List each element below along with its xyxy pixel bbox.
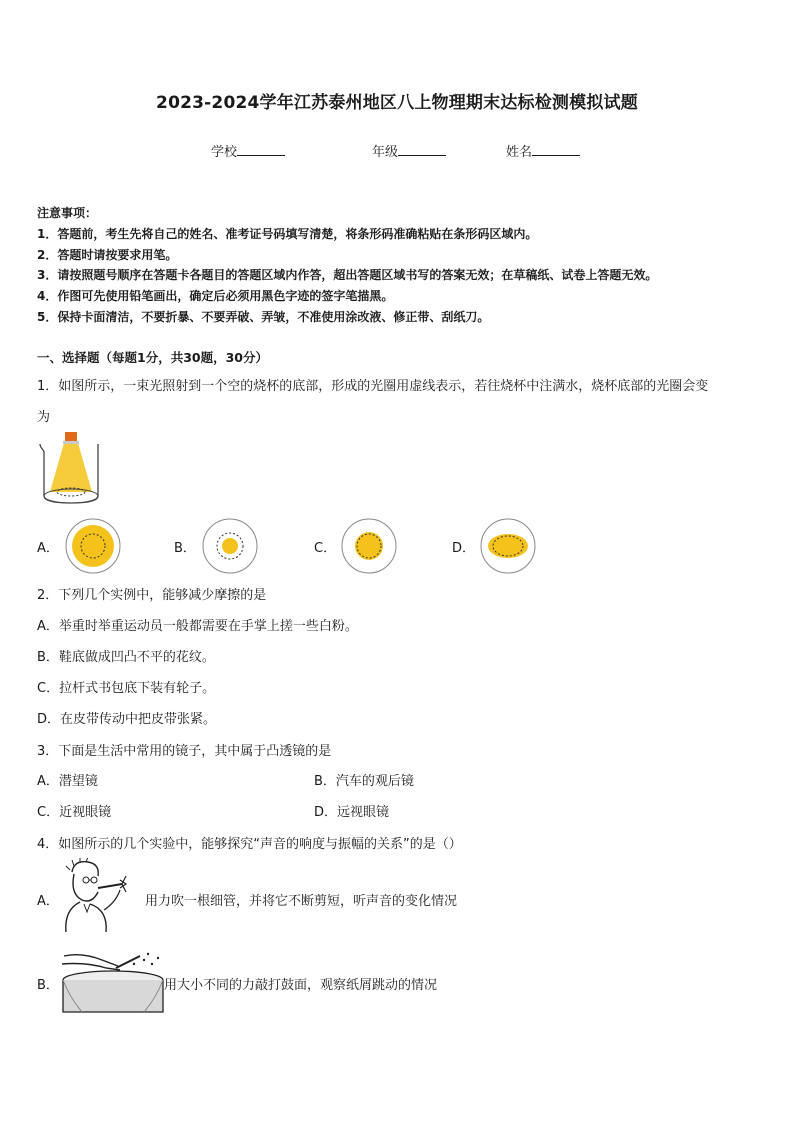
q4-option-a-text[interactable]: 用力吹一根细管，并将它不断剪短，听声音的变化情况 (145, 894, 458, 909)
page-title: 2023-2024学年江苏泰州地区八上物理期末达标检测模拟试题 (156, 93, 638, 113)
grade-field (372, 141, 446, 160)
note-item: 3．请按照题号顺序在答题卡各题目的答题区域内作答，超出答题区域书写的答案无效；在草稿纸、试卷上答题无效。 (37, 268, 658, 282)
name-field (506, 141, 580, 160)
grade-label: 年级 (372, 145, 399, 160)
q1-option-a-label[interactable]: A． (37, 541, 59, 556)
grade-blank[interactable] (398, 143, 446, 156)
beaker-figure (36, 430, 106, 510)
school-blank[interactable] (237, 143, 285, 156)
q4-option-a-label[interactable]: A． (37, 894, 59, 909)
q3-option-b[interactable]: B．汽车的观后镜 (314, 774, 414, 789)
question-1-stem: 1．如图所示，一束光照射到一个空的烧杯的底部，形成的光圈用虚线表示，若往烧杯中注满水，烧杯底部的光圈会变 (37, 379, 709, 394)
q1-option-c-label[interactable]: C． (314, 541, 337, 556)
question-3-stem: 3．下面是生活中常用的镜子，其中属于凸透镜的是 (37, 744, 332, 759)
q4-option-b-label[interactable]: B． (37, 978, 59, 993)
section-heading: 一、选择题（每题1分，共30题，30分） (37, 350, 268, 365)
q3-option-a[interactable]: A．潜望镜 (37, 774, 98, 789)
school-field (211, 141, 285, 160)
q4-option-b-figure[interactable] (62, 950, 164, 1014)
q1-option-d-label[interactable]: D． (452, 541, 476, 556)
name-label: 姓名 (506, 145, 533, 160)
q2-option-b[interactable]: B．鞋底做成凹凸不平的花纹。 (37, 650, 215, 665)
q4-option-b-text[interactable]: 用大小不同的力敲打鼓面，观察纸屑跳动的情况 (164, 978, 438, 993)
q1-option-b-figure[interactable] (201, 517, 259, 575)
notes-heading: 注意事项： (37, 206, 98, 220)
q1-option-b-label[interactable]: B． (174, 541, 196, 556)
school-label: 学校 (211, 145, 238, 160)
q3-option-c[interactable]: C．近视眼镜 (37, 805, 112, 820)
note-item: 4．作图可先使用铅笔画出，确定后必须用黑色字迹的签字笔描黑。 (37, 289, 394, 303)
note-item: 1．答题前，考生先将自己的姓名、准考证号码填写清楚，将条形码准确粘贴在条形码区域内。 (37, 227, 538, 241)
q2-option-a[interactable]: A．举重时举重运动员一般都需要在手掌上搓一些白粉。 (37, 619, 358, 634)
question-2-stem: 2．下列几个实例中，能够减少摩擦的是 (37, 588, 267, 603)
light-beam (50, 443, 92, 492)
note-item: 5．保持卡面清洁，不要折暴、不要弄破、弄皱，不准使用涂改液、修正带、刮纸刀。 (37, 310, 490, 324)
note-item: 2．答题时请按要求用笔。 (37, 248, 178, 262)
question-4-stem: 4．如图所示的几个实验中，能够探究“声音的响度与振幅的关系”的是（） (37, 837, 462, 852)
q4-option-a-figure[interactable] (60, 858, 144, 934)
q1-option-a-figure[interactable] (64, 517, 122, 575)
q2-option-d[interactable]: D．在皮带传动中把皮带张紧。 (37, 712, 217, 727)
name-blank[interactable] (532, 143, 580, 156)
q1-option-d-figure[interactable] (479, 517, 537, 575)
q1-option-c-figure[interactable] (340, 517, 398, 575)
light-source-rim (63, 441, 79, 444)
q3-option-d[interactable]: D．远视眼镜 (314, 805, 390, 820)
q2-option-c[interactable]: C．拉杆式书包底下装有轮子。 (37, 681, 216, 696)
question-1-stem-cont: 为 (37, 410, 51, 425)
